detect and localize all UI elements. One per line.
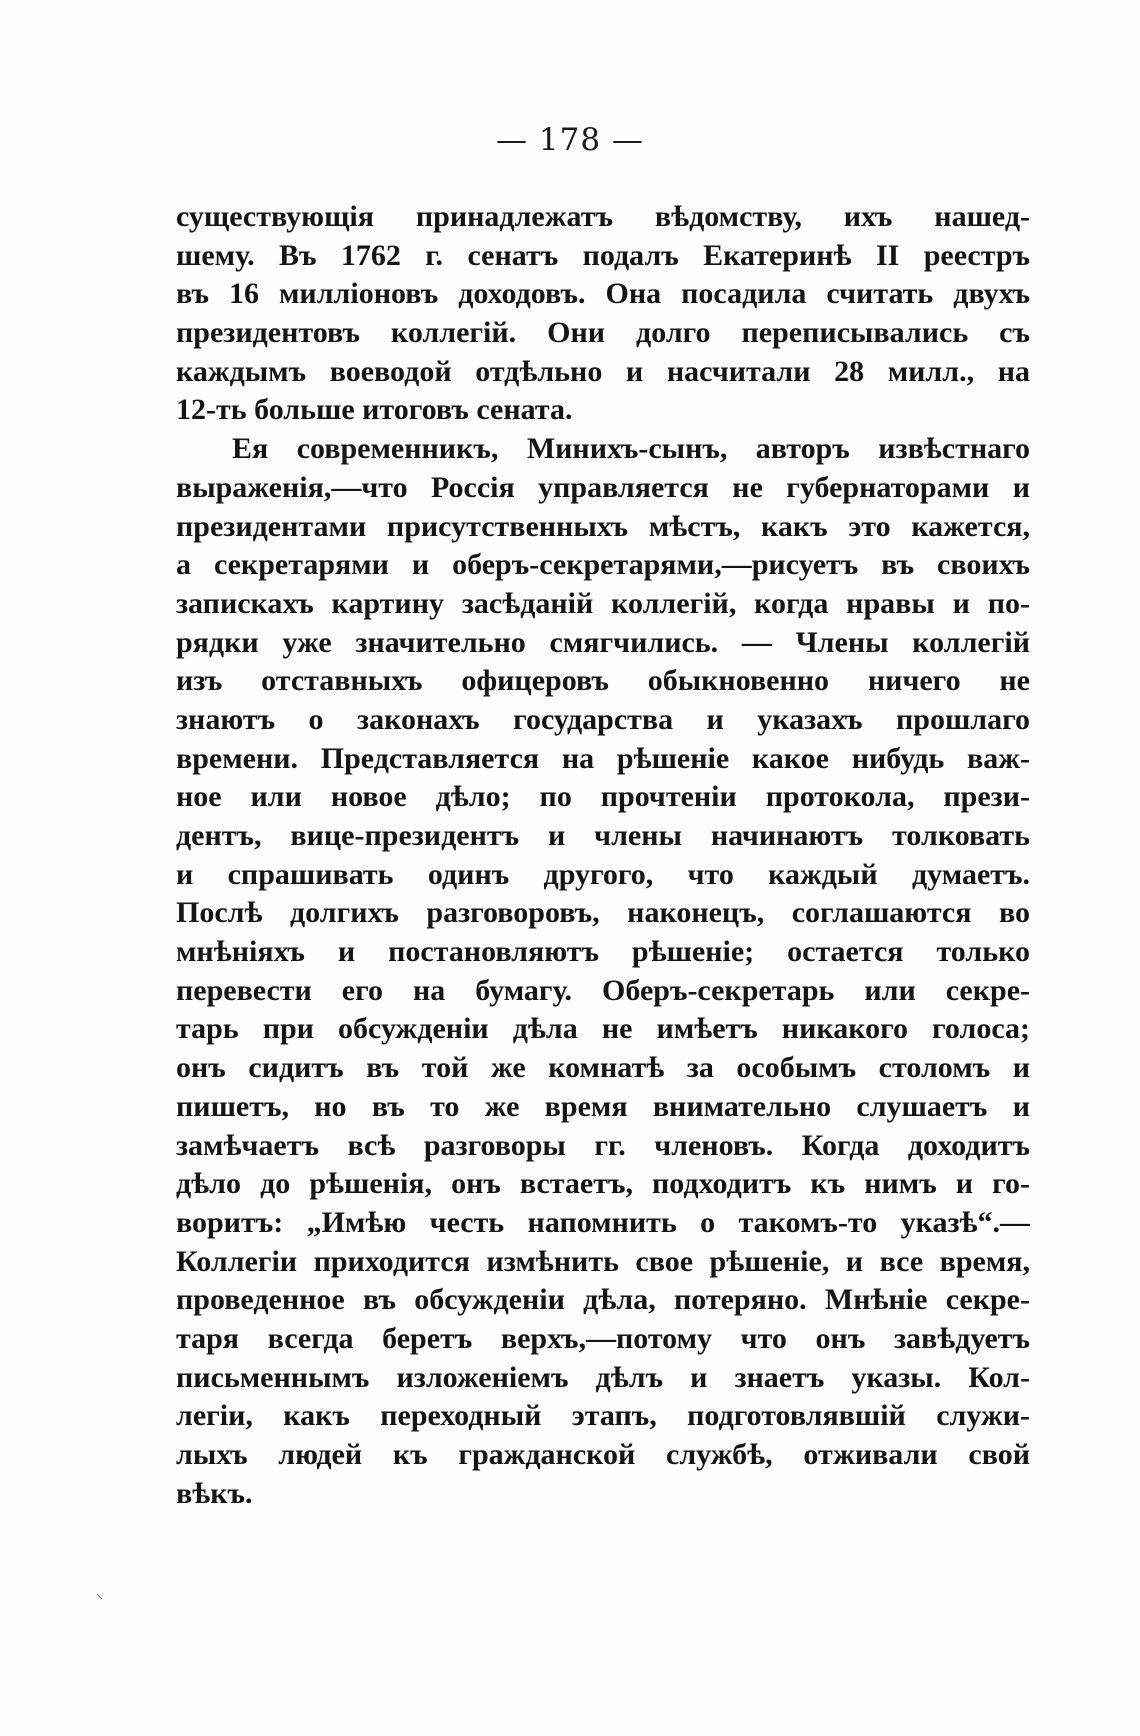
text-line: тарь при обсужденіи дѣла не имѣетъ никакого голоса; (176, 1012, 1030, 1046)
text-line: замѣчаетъ всѣ разговоры гг. членовъ. Когда доходитъ (176, 1128, 1030, 1162)
text-line: выраженія,—что Россія управляется не губернаторами и (176, 470, 1030, 504)
text-line: президентовъ коллегій. Они долго переписывались съ (176, 316, 1030, 350)
text-line: 12-ть больше итоговъ сената. (176, 393, 573, 427)
page-number: — 178 — (496, 122, 644, 158)
text-line: изъ отставныхъ офицеровъ обыкновенно ничего не (176, 664, 1030, 698)
text-line: легіи, какъ переходный этапъ, подготовлявшій служи- (176, 1399, 1030, 1433)
text-line: письменнымъ изложеніемъ дѣлъ и знаетъ указы. Кол- (176, 1360, 1030, 1394)
text-line: знаютъ о законахъ государства и указахъ прошлаго (176, 702, 1030, 736)
text-line: времени. Представляется на рѣшеніе какое нибудь важ- (176, 741, 1030, 775)
text-line: Послѣ долгихъ разговоровъ, наконецъ, соглашаются во (176, 896, 1030, 930)
text-line: лыхъ людей къ гражданской службѣ, отживали свой (176, 1438, 1030, 1471)
body-text (176, 198, 1030, 1513)
text-line: онъ сидитъ въ той же комнатѣ за особымъ столомъ и (176, 1051, 1030, 1085)
text-line: а секретарями и оберъ-секретарями,—рисуетъ въ своихъ (176, 548, 1030, 582)
text-line: каждымъ воеводой отдѣльно и насчитали 28 милл., на (176, 354, 1030, 388)
text-line: дентъ, вице-президентъ и члены начинаютъ толковать (176, 819, 1030, 852)
text-line: таря всегда беретъ верхъ,—потому что онъ завѣдуетъ (176, 1321, 1030, 1355)
paragraph-2 (176, 430, 1030, 1513)
text-line: рядки уже значительно смягчились. — Члены коллегій (176, 625, 1030, 659)
text-line: Ея современникъ, Минихъ-сынъ, авторъ извѣстнаго (232, 432, 1030, 466)
text-line: въ 16 милліоновъ доходовъ. Она посадила считать двухъ (176, 277, 1030, 311)
text-line: вѣкъ. (176, 1476, 253, 1510)
text-line: проведенное въ обсужденіи дѣла, потеряно. Мнѣніе секре- (176, 1283, 1030, 1317)
text-line: дѣло до рѣшенія, онъ встаетъ, подходитъ къ нимъ и го- (176, 1167, 1030, 1201)
paragraph-1 (176, 198, 1030, 430)
text-line: пишетъ, но въ то же время внимательно слушаетъ и (176, 1089, 1030, 1123)
text-line: шему. Въ 1762 г. сенатъ подалъ Екатеринѣ II реестръ (176, 238, 1030, 272)
text-line: запискахъ картину засѣданій коллегій, когда нравы и по- (176, 586, 1030, 620)
text-line: перевести его на бумагу. Оберъ-секретарь или секре- (176, 973, 1030, 1007)
text-line: мнѣніяхъ и постановляютъ рѣшеніе; остается только (176, 935, 1030, 969)
text-line: существующія принадлежатъ вѣдомству, ихъ нашед- (176, 200, 1030, 233)
text-line: воритъ: „Имѣю честь напомнить о такомъ-то указѣ“.— (176, 1205, 1030, 1239)
scan-speck-mark: ⸌ (96, 1592, 103, 1608)
text-line: Коллегіи приходится измѣнить свое рѣшеніе, и все время, (176, 1244, 1030, 1278)
text-line: и спрашивать одинъ другого, что каждый думаетъ. (176, 857, 1030, 891)
text-line: ное или новое дѣло; по прочтеніи протокола, прези- (176, 780, 1030, 814)
text-line: президентами присутственныхъ мѣстъ, какъ это кажется, (176, 509, 1030, 543)
